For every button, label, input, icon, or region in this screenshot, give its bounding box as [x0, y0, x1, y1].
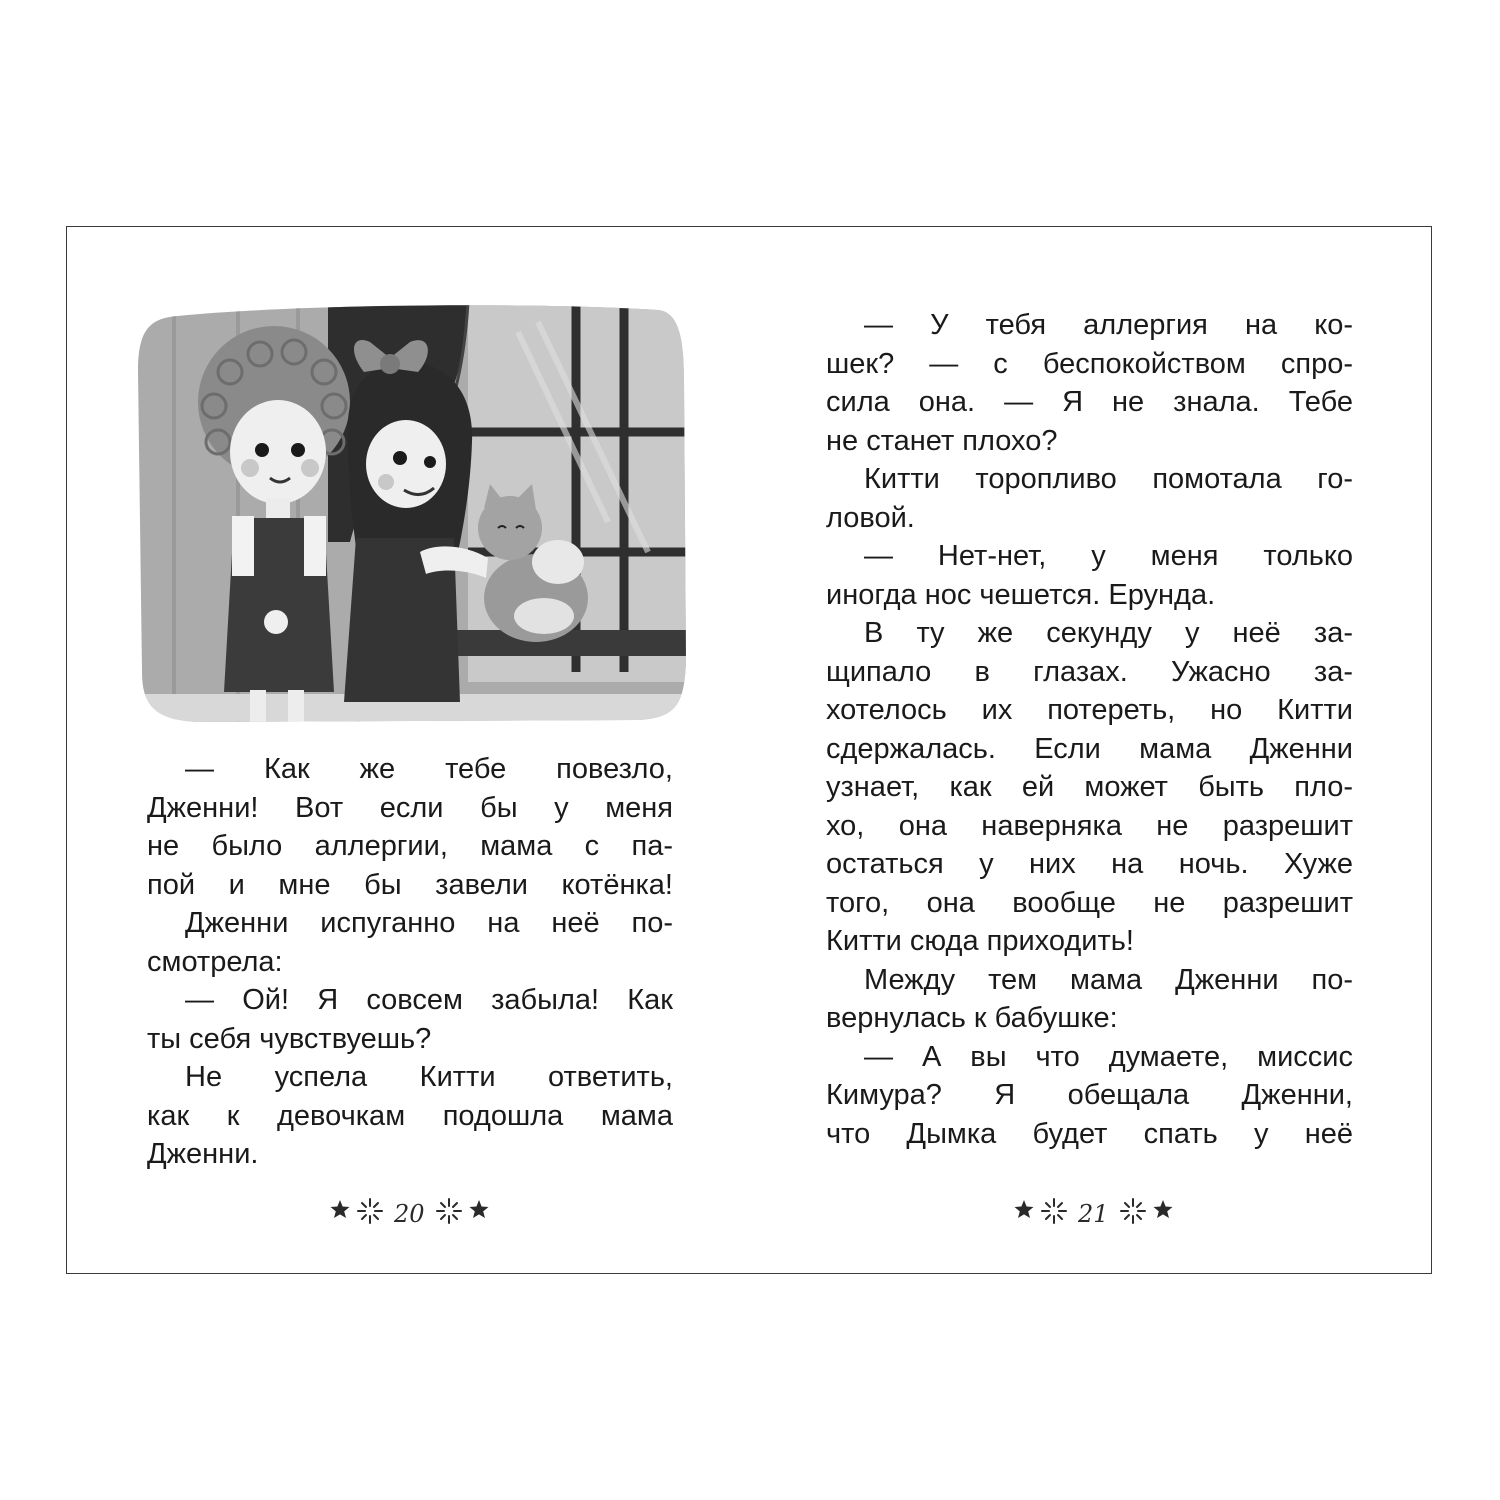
page-number: 20: [394, 1200, 425, 1228]
text-line: смотрела:: [147, 945, 283, 978]
text-line: Китти сюда приходить!: [826, 925, 1134, 957]
text-line: Между тем мама Дженни по-: [864, 963, 1353, 996]
left-page-text: [147, 750, 673, 1174]
text-line: как к девочкам подошла мама: [147, 1099, 673, 1132]
star-ornament-icon: [1014, 1196, 1072, 1232]
text-line: Не успела Китти ответить,: [185, 1061, 673, 1093]
text-line: Дженни испуганно на неё по-: [185, 907, 673, 939]
text-line: хотелось их потереть, но Китти: [826, 694, 1353, 726]
text-line: шек? — с беспокойством спро-: [826, 347, 1353, 380]
right-page-text: [826, 306, 1353, 1153]
text-line: щипало в глазах. Ужасно за-: [826, 655, 1353, 688]
text-line: сила она. — Я не знала. Тебе: [826, 386, 1353, 418]
text-line: Кимура? Я обещала Дженни,: [826, 1079, 1353, 1111]
text-line: что Дымка будет спать у неё: [826, 1117, 1353, 1150]
page-number-right: [1014, 1196, 1173, 1232]
star-ornament-icon: [1115, 1196, 1173, 1232]
text-line: — Как же тебе повезло,: [185, 753, 673, 785]
star-ornament-icon: [330, 1196, 388, 1232]
text-line: — Ой! Я совсем забыла! Как: [185, 984, 673, 1016]
text-line: — Нет-нет, у меня только: [864, 540, 1353, 572]
page-number-left: [330, 1196, 489, 1232]
text-line: ты себя чувствуешь?: [147, 1022, 432, 1055]
text-line: Дженни.: [147, 1138, 259, 1170]
text-line: Дженни! Вот если бы у меня: [147, 791, 673, 824]
text-line: — А вы что думаете, миссис: [864, 1040, 1353, 1073]
text-line: остаться у них на ночь. Хуже: [826, 848, 1353, 880]
girls-with-kitten-illustration: [138, 302, 686, 722]
text-line: иногда нос чешется. Ерунда.: [826, 578, 1216, 611]
text-line: вернулась к бабушке:: [826, 1002, 1118, 1034]
page-number: 21: [1078, 1200, 1109, 1228]
text-line: — У тебя аллергия на ко-: [864, 309, 1353, 341]
star-ornament-icon: [431, 1196, 489, 1232]
text-line: ловой.: [826, 501, 915, 534]
text-line: не станет плохо?: [826, 424, 1058, 457]
text-line: Китти торопливо помотала го-: [864, 463, 1353, 495]
text-line: не было аллергии, мама с па-: [147, 830, 673, 862]
text-line: узнает, как ей может быть пло-: [826, 771, 1353, 803]
text-line: сдержалась. Если мама Дженни: [826, 732, 1353, 765]
text-line: хо, она наверняка не разрешит: [826, 809, 1353, 842]
text-line: того, она вообще не разрешит: [826, 886, 1353, 919]
text-line: пой и мне бы завели котёнка!: [147, 868, 673, 901]
text-line: В ту же секунду у неё за-: [864, 617, 1353, 649]
